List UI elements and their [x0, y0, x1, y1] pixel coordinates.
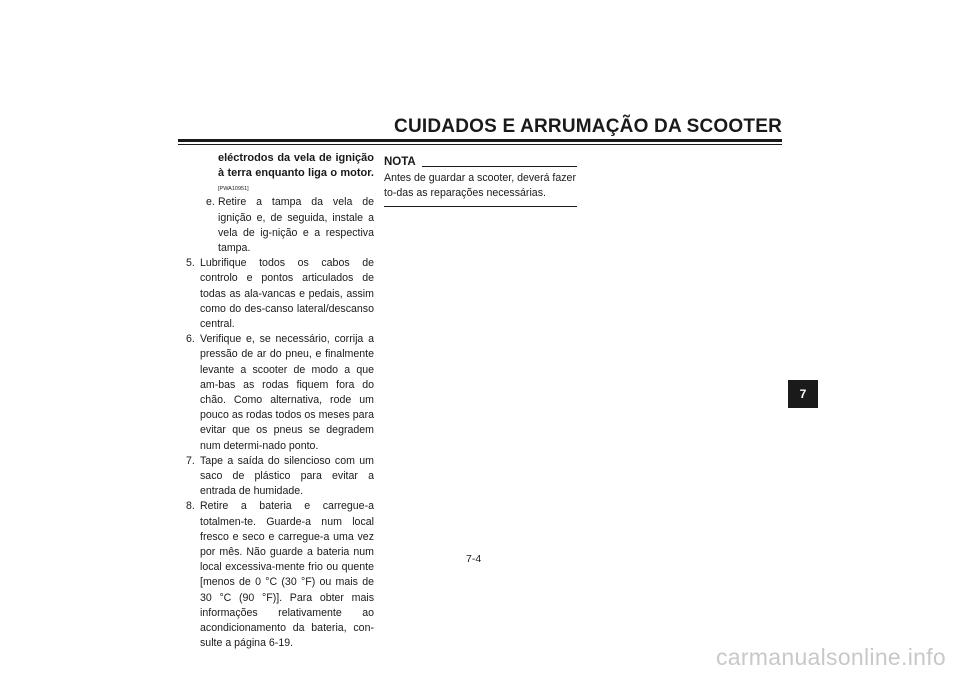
warning-continuation: eléctrodos da vela de ignição à terra enquanto liga o motor.: [218, 152, 374, 180]
step-text: Lubrifique todos os cabos de controlo e pontos articulados de todas as ala-vancas e pedais, assim como do des-canso lateral/descanso central.: [200, 257, 374, 331]
note-box: [384, 156, 577, 207]
watermark: carmanualsonline.info: [715, 644, 946, 670]
step-5: [186, 256, 374, 332]
step-marker: 8.: [186, 500, 195, 513]
chapter-tab: 7: [788, 380, 818, 408]
title-rule: [178, 139, 782, 142]
step-marker: 6.: [186, 333, 195, 346]
substep-marker: e.: [206, 196, 215, 209]
title-rule-thin: [178, 144, 782, 145]
substep-e: [206, 195, 374, 256]
note-text: Antes de guardar a scooter, deverá fazer to-das as reparações necessárias.: [384, 172, 576, 199]
step-6: [186, 332, 374, 454]
page-number: 7-4: [466, 553, 482, 565]
step-text: Retire a bateria e carregue-a totalmen-te. Guarde-a num local fresco e seco e carregue-a uma vez por mês. Não guarde a bateria num local excessiva-mente frio ou quente [menos de 0 °C (30 °F) ou mais de 30 °C (90 °F)]. Para obter mais informações relativamente ao acondicionamento da bateria, con-sulte a página 6-19.: [200, 500, 374, 650]
step-text: Tape a saída do silencioso com um saco de plástico para evitar a entrada de humidade.: [200, 454, 374, 498]
step-marker: 5.: [186, 257, 195, 270]
warning-code: [PWA10951]: [218, 186, 249, 193]
note-bottom-rule: [384, 206, 577, 207]
substep-text: Retire a tampa da vela de ignição e, de seguida, instale a vela de ig-nição e a respectiva tampa.: [218, 196, 374, 255]
step-8: [186, 499, 374, 651]
note-rule: [422, 166, 577, 167]
note-title: NOTA: [384, 156, 416, 168]
left-column: [186, 151, 374, 652]
step-7: [186, 454, 374, 500]
note-header: [384, 156, 577, 168]
page-title: CUIDADOS E ARRUMAÇÃO DA SCOOTER: [394, 116, 782, 137]
step-marker: 7.: [186, 454, 195, 467]
step-text: Verifique e, se necessário, corrija a pressão de ar do pneu, e finalmente levante a scooter de modo a que am-bas as rodas fiquem fora do chão. Como alternativa, rode um pouco as rodas todos os meses para evitar que os pneus se degradem num determi-nado ponto.: [200, 333, 374, 452]
